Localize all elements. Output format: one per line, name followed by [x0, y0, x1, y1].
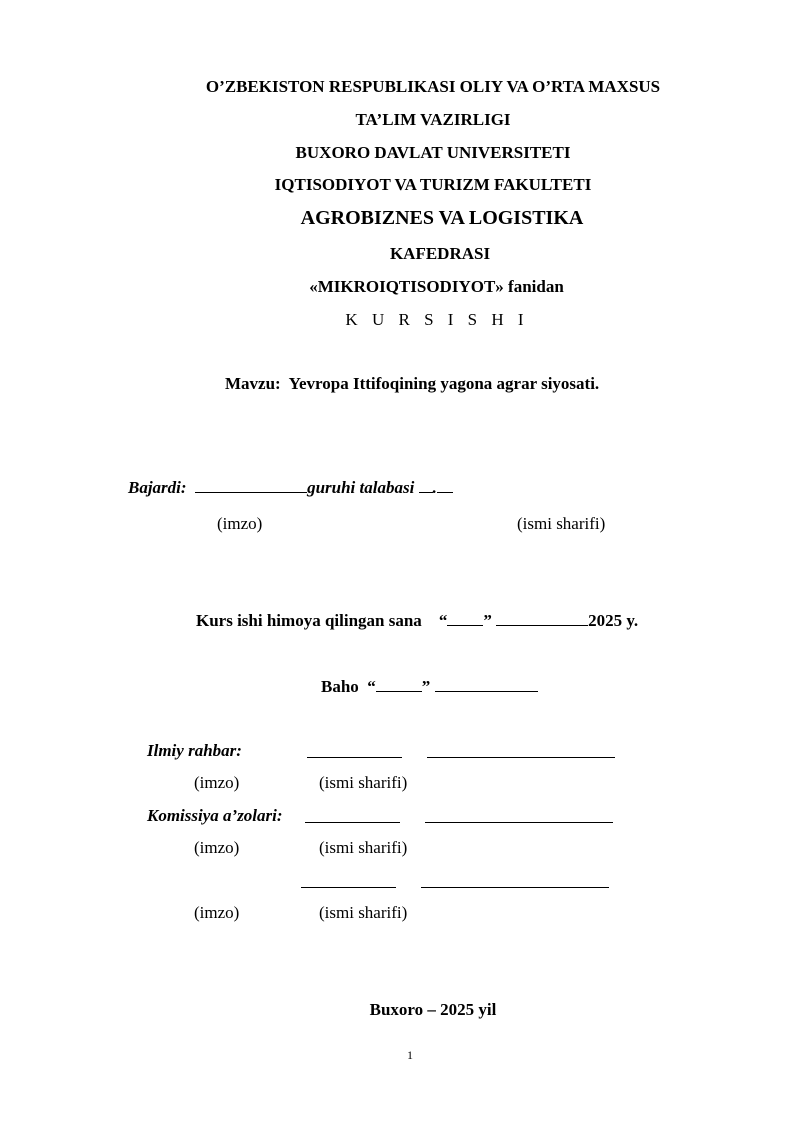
performer-dot: .: [432, 478, 437, 497]
department-name: AGROBIZNES VA LOGISTIKA: [300, 207, 584, 229]
group-blank[interactable]: [195, 478, 307, 493]
defense-day-blank[interactable]: [447, 611, 483, 626]
group-text: guruhi talabasi: [307, 478, 415, 497]
ministry-line-1: O’ZBEKISTON RESPUBLIKASI OLIY VA O’RTA MAXSUS: [205, 77, 661, 96]
supervisor-name-caption: (ismi sharifi): [319, 773, 408, 792]
supervisor-label: Ilmiy rahbar:: [147, 741, 242, 760]
commission-label: Komissiya a’zolari:: [147, 806, 283, 825]
defense-year: 2025 y.: [588, 611, 639, 630]
commission-signature-caption-1: (imzo): [194, 838, 240, 857]
place-year: Buxoro – 2025 yil: [369, 1000, 497, 1019]
university-name: BUXORO DAVLAT UNIVERSITETI: [295, 143, 571, 162]
commission-name-caption-1: (ismi sharifi): [319, 838, 408, 857]
defense-date-line: [196, 611, 638, 631]
commission-name-blank-2[interactable]: [421, 887, 609, 888]
department-label: KAFEDRASI: [389, 244, 491, 263]
name-blank-2[interactable]: [437, 478, 453, 493]
ministry-line-2: TA’LIM VAZIRLIGI: [355, 110, 511, 129]
defense-month-blank[interactable]: [496, 611, 588, 626]
grade-open-quote: “: [367, 677, 376, 696]
grade-line: [321, 677, 538, 697]
grade-label: Baho: [321, 677, 359, 696]
supervisor-signature-blank[interactable]: [307, 757, 402, 758]
grade-score-blank[interactable]: [376, 677, 422, 692]
commission-signature-blank-2[interactable]: [301, 887, 396, 888]
name-blank-1[interactable]: [419, 478, 433, 493]
commission-name-blank-1[interactable]: [425, 822, 613, 823]
subject-line: «MIKROIQTISODIYOT» fanidan: [309, 277, 564, 296]
supervisor-signature-caption: (imzo): [194, 773, 240, 792]
defense-text: Kurs ishi himoya qilingan sana: [196, 611, 422, 630]
performer-label: Bajardi:: [128, 478, 187, 497]
topic-text: Yevropa Ittifoqining yagona agrar siyosati.: [288, 374, 600, 393]
grade-word-blank[interactable]: [435, 677, 538, 692]
performer-signature-caption: (imzo): [217, 514, 263, 533]
performer-name-caption: (ismi sharifi): [517, 514, 606, 533]
commission-name-caption-2: (ismi sharifi): [319, 903, 408, 922]
defense-open-quote: “: [438, 611, 448, 630]
document-type: K U R S I S H I: [345, 310, 529, 329]
faculty-name: IQTISODIYOT VA TURIZM FAKULTETI: [274, 175, 592, 194]
grade-close-quote: ”: [421, 677, 431, 696]
topic-label: Mavzu:: [225, 374, 281, 393]
page-number: 1: [407, 1048, 413, 1062]
topic-line: [225, 374, 599, 394]
commission-signature-blank-1[interactable]: [305, 822, 400, 823]
defense-close-quote: ”: [483, 611, 492, 630]
performer-line: [128, 478, 453, 498]
supervisor-name-blank[interactable]: [427, 757, 615, 758]
commission-signature-caption-2: (imzo): [194, 903, 240, 922]
